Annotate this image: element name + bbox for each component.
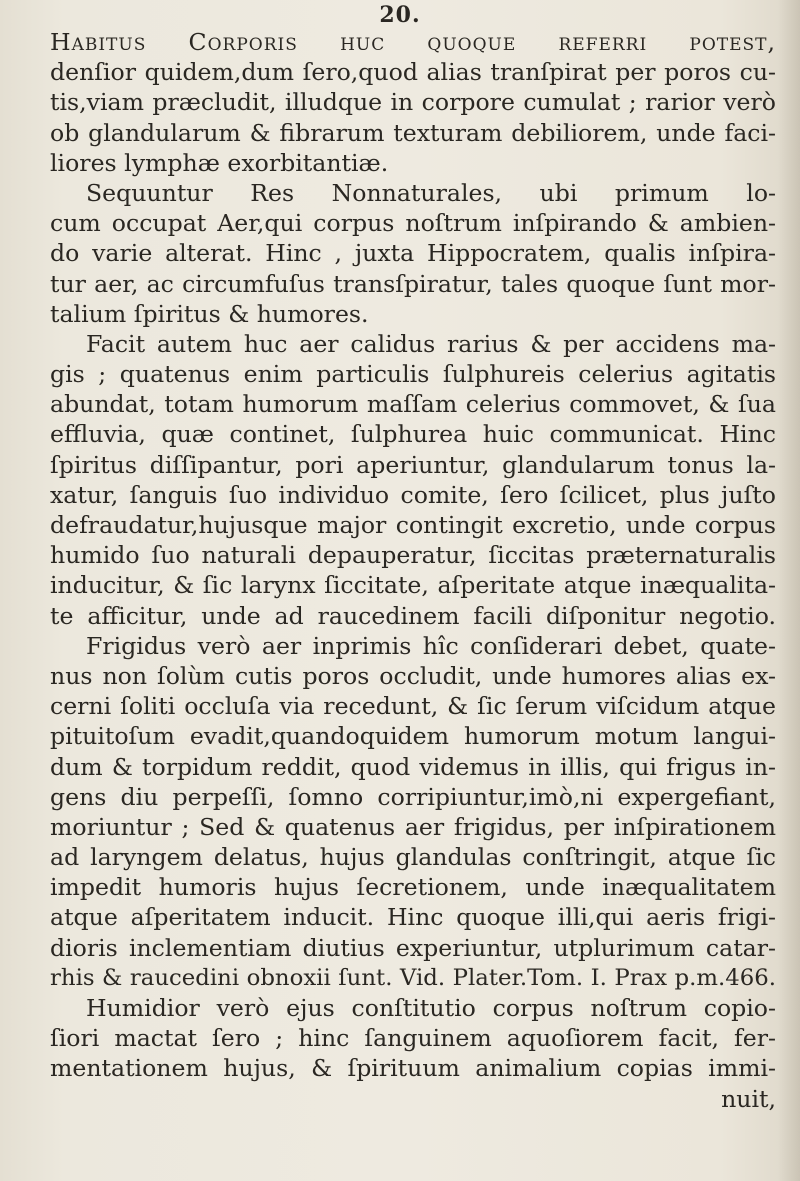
text-line: nus non ſolùm cutis poros occludit, unde humores alias ex- [50,661,776,690]
text-line: ſpiritus diſſipantur, pori aperiuntur, glandularum tonus la- [50,450,776,479]
text-line: Sequuntur Res Nonnaturales, ubi primum lo- [86,178,776,207]
text-line: do varie alterat. Hinc , juxta Hippocratem, qualis inſpira- [50,239,776,268]
text-line: gens diu perpeſſi, ſomno corripiuntur,imò,ni expergefiant, [50,782,776,811]
text-line: xatur, ſanguis ſuo individuo comite, ſero ſcilicet, plus juſto [50,480,776,509]
text-line: inducitur, & ſic larynx ſiccitate, aſperitate atque inæqualita- [50,571,776,600]
text-line: pituitoſum evadit,quandoquidem humorum motum langui- [50,722,776,751]
text-line: Frigidus verò aer inprimis hîc conſiderari debet, quate- [86,631,776,660]
text-line: effluvia, quæ continet, ſulphurea huic communicat. Hinc [50,420,776,449]
text-line: dioris inclementiam diutius experiuntur, utplurimum catar- [50,933,776,962]
text-line: moriuntur ; Sed & quatenus aer frigidus, per inſpirationem [50,812,776,841]
text-line: impedit humoris hujus ſecretionem, unde inæqualitatem [50,873,776,902]
text-line: tis,viam præcludit, illudque in corpore cumulat ; rarior verò [50,88,776,117]
text-line: cerni ſoliti occluſa via recedunt, & ſic ſerum viſcidum atque [50,692,776,721]
body-text [50,27,776,1114]
text-line: mentationem hujus, & ſpirituum animalium copias immi- [50,1054,776,1083]
text-line: talium ſpiritus & humores. [50,299,369,328]
text-line: te afficitur, unde ad raucedinem facili diſponitur negotio. [50,601,776,630]
text-line: denſior quidem,dum ſero,quod alias tranſpirat per poros cu- [50,58,776,87]
text-line: humido ſuo naturali depauperatur, ſiccitas præternaturalis [50,541,776,570]
text-line: dum & torpidum reddit, quod videmus in illis, qui frigus in- [50,752,776,781]
text-line: gis ; quatenus enim particulis ſulphureis celerius agitatis [50,360,776,389]
text-line: nuit, [721,1084,776,1113]
text-line: liores lymphæ exorbitantiæ. [50,148,389,177]
text-line: atque aſperitatem inducit. Hinc quoque illi,qui aeris frigi- [50,903,776,932]
text-line: defraudatur,hujusque major contingit excretio, unde corpus [50,511,776,539]
text-line: rhis & raucedini obnoxii ſunt. Vid. Plater.Tom. I. Prax p.m.466. [50,964,776,991]
text-line: Facit autem huc aer calidus rarius & per accidens ma- [86,329,776,358]
page-number: 20. [379,2,421,28]
text-line: ad laryngem delatus, hujus glandulas conſtringit, atque ſic [50,843,776,872]
text-line: cum occupat Aer,qui corpus noſtrum inſpirando & ambien- [50,209,776,238]
text-line: Humidior verò ejus conſtitutio corpus noſtrum copio- [86,994,776,1022]
text-line: Habitus Corporis huc quoque referri poteſt, [50,28,776,56]
text-line: abundat, totam humorum maſſam celerius commovet, & ſua [50,390,776,419]
text-line: tur aer, ac circumfuſus transſpiratur, tales quoque ſunt mor- [50,269,776,298]
text-line: ob glandularum & fibrarum texturam debiliorem, unde faci- [50,118,776,147]
text-line: ſiori mactat ſero ; hinc ſanguinem aquoſiorem facit, fer- [50,1024,776,1053]
